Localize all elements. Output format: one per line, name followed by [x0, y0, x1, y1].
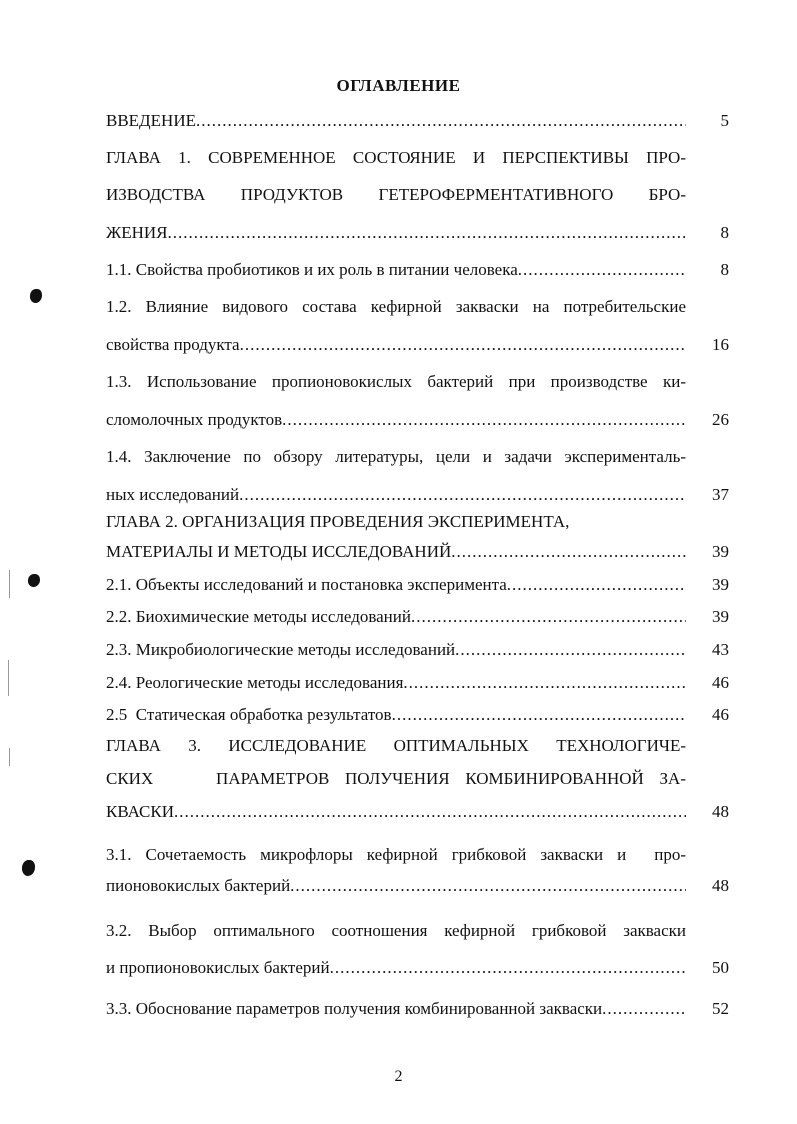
toc-page-number: 48 [712, 876, 729, 895]
toc-leader [282, 410, 686, 430]
toc-page-number: 50 [712, 958, 729, 977]
toc-entry-text: МАТЕРИАЛЫ И МЕТОДЫ ИССЛЕДОВАНИЙ [106, 542, 452, 561]
toc-leader [240, 335, 686, 355]
toc-leader [403, 673, 686, 693]
scan-blot [28, 574, 40, 587]
toc-entry [106, 512, 686, 532]
toc-entry-text: сломолочных продуктов [106, 410, 283, 429]
toc-entry [106, 958, 686, 978]
toc-entry: 1.2. Влияние видового состава кефирной закваски на потребительские [106, 297, 686, 316]
toc-entry: 1.4. Заключение по обзору литературы, цели и задачи эксперименталь- [106, 447, 686, 466]
scan-mark [9, 748, 10, 766]
page-number: 2 [394, 1068, 403, 1085]
toc-entry: 1.3. Использование пропионовокислых бактерий при производстве ки- [106, 372, 686, 391]
toc-page-number: 46 [712, 705, 729, 724]
toc-entry: СКИХ ПАРАМЕТРОВ ПОЛУЧЕНИЯ КОМБИНИРОВАННОЙ ЗА- [106, 769, 686, 788]
toc-page-number: 48 [712, 802, 729, 821]
toc-leader [507, 575, 686, 595]
toc-leader [451, 542, 686, 562]
toc-entry [106, 260, 686, 280]
toc-entry: ГЛАВА 3. ИССЛЕДОВАНИЕ ОПТИМАЛЬНЫХ ТЕХНОЛОГИЧЕ- [106, 736, 686, 755]
scan-mark [8, 660, 9, 696]
toc-page-number: 8 [720, 260, 729, 279]
toc-leader [168, 223, 686, 243]
toc-entry-text: ных исследований [106, 485, 240, 504]
toc-leader [392, 705, 686, 725]
toc-entry [106, 335, 686, 355]
toc-entry [106, 802, 686, 822]
scan-mark [9, 570, 10, 598]
toc-entry [106, 607, 686, 627]
toc-entry: ИЗВОДСТВА ПРОДУКТОВ ГЕТЕРОФЕРМЕНТАТИВНОГО БРО- [106, 185, 686, 204]
toc-entry [106, 876, 686, 896]
toc-entry [106, 111, 686, 131]
toc-page-number: 26 [712, 410, 729, 429]
toc-entry-text: 1.1. Свойства пробиотиков и их роль в питании человека [106, 260, 518, 279]
toc-entry [106, 999, 686, 1019]
toc-entry-text: 2.4. Реологические методы исследования [106, 673, 404, 692]
toc-entry [106, 410, 686, 430]
toc-entry-text: 2.2. Биохимические методы исследований [106, 607, 411, 626]
toc-entry-text: 3.3. Обоснование параметров получения комбинированной закваски [106, 999, 603, 1018]
scan-blot [30, 289, 42, 303]
toc-leader [239, 485, 686, 505]
toc-entry-text: свойства продукта [106, 335, 240, 354]
toc-entry-text: 2.1. Объекты исследований и постановка эксперимента [106, 575, 507, 594]
toc-page-number: 39 [712, 607, 729, 626]
toc-leader [602, 999, 686, 1019]
toc-entry-text: КВАСКИ [106, 802, 174, 821]
toc-entry-text: 2.3. Микробиологические методы исследований [106, 640, 456, 659]
toc-entry-text: ЖЕНИЯ [106, 223, 168, 242]
toc-entry [106, 223, 686, 243]
toc-leader [411, 607, 686, 627]
toc-entry: ГЛАВА 1. СОВРЕМЕННОЕ СОСТОЯНИЕ И ПЕРСПЕКТИВЫ ПРО- [106, 148, 686, 167]
scan-blot [22, 860, 35, 876]
toc-leader [290, 876, 686, 896]
toc-leader [196, 111, 686, 131]
toc-page-number: 8 [720, 223, 729, 242]
toc-entry-text: ВВЕДЕНИЕ [106, 111, 196, 130]
toc-entry [106, 575, 686, 595]
toc-entry [106, 673, 686, 693]
toc-page-number: 39 [712, 542, 729, 561]
toc-entry: 3.1. Сочетаемость микрофлоры кефирной грибковой закваски и про- [106, 845, 686, 864]
toc-entry [106, 640, 686, 660]
toc-page-number: 39 [712, 575, 729, 594]
toc-entry-text: ГЛАВА 2. ОРГАНИЗАЦИЯ ПРОВЕДЕНИЯ ЭКСПЕРИМЕНТА, [106, 512, 570, 531]
toc-leader [330, 958, 686, 978]
toc-title: ОГЛАВЛЕНИЕ [336, 76, 461, 95]
toc-leader [455, 640, 686, 660]
toc-page-number: 43 [712, 640, 729, 659]
toc-page-number: 37 [712, 485, 729, 504]
toc-entry [106, 542, 686, 562]
toc-page-number: 16 [712, 335, 729, 354]
toc-leader [174, 802, 686, 822]
toc-entry [106, 705, 686, 725]
toc-page-number: 5 [720, 111, 729, 130]
toc-page-number: 46 [712, 673, 729, 692]
toc-entry-text: пионовокислых бактерий [106, 876, 291, 895]
toc-entry-text: 2.5 Статическая обработка результатов [106, 705, 392, 724]
toc-leader [518, 260, 686, 280]
toc-entry [106, 485, 686, 505]
toc-page-number: 52 [712, 999, 729, 1018]
toc-entry: 3.2. Выбор оптимального соотношения кефирной грибковой закваски [106, 921, 686, 940]
toc-entry-text: и пропионовокислых бактерий [106, 958, 330, 977]
